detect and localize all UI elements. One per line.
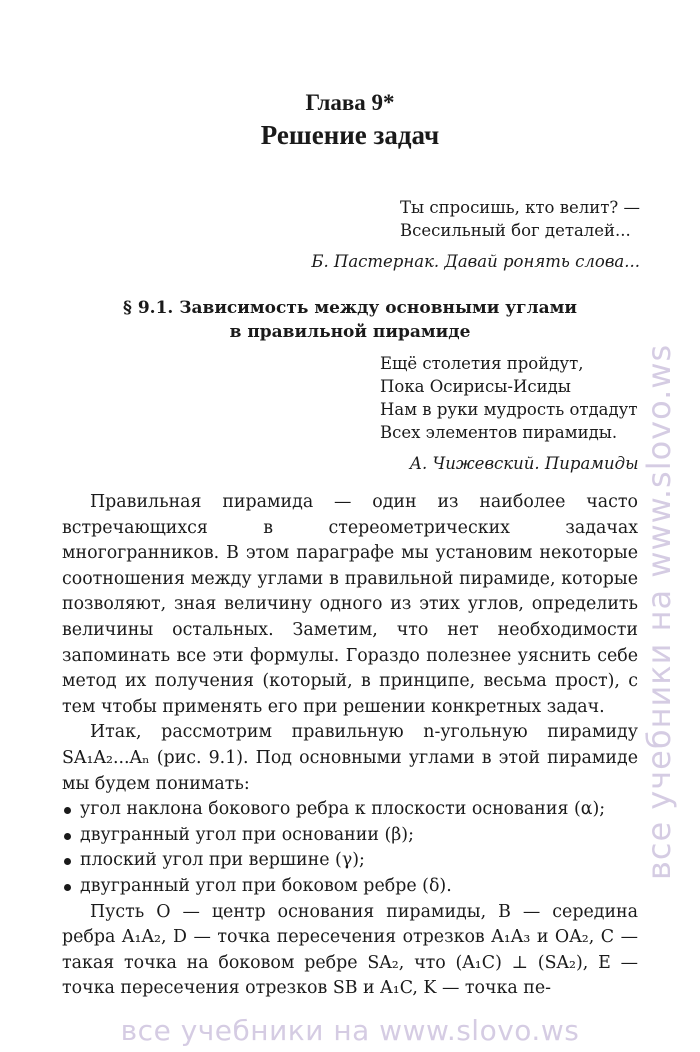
list-item-text: плоский угол при вершине (γ); [80,850,365,871]
section-title-line: § 9.1. Зависимость между основными углами [123,298,577,318]
paragraph: Правильная пирамида — один из наиболее часто встречающихся в стереометрических задачах многогранников. В этом параграфе мы установим некоторые соотношения между углами в правильной пирамиде, которые позволяют, зная величину одного из этих углов, определить величины остальных. Заметим, что нет необходимости запоминать все эти формулы. Гораздо полезнее уяснить себе метод их получения (который, в принципе, весьма прост), с тем чтобы применять его при решении конкретных задач. [62,492,638,717]
epigraph-line: Нам в руки мудрость отдадут [380,400,638,419]
list-item-text: угол наклона бокового ребра к плоскости основания (α); [80,799,606,820]
epigraph-line: Пока Осирисы-Исиды [380,377,571,396]
bottom-watermark: все учебники на www.slovo.ws [120,1014,580,1047]
bullet-icon [64,833,71,840]
body-text [62,490,638,1002]
section-heading [0,296,700,344]
bullet-icon [64,858,71,865]
list-item-text: двугранный угол при основании (β); [80,824,414,845]
epigraph-line: Всесильный бог деталей... [399,221,631,240]
bullet-icon [64,807,71,814]
epigraph-author: А. Чижевский. Пирамиды [409,454,639,473]
angle-list [62,797,638,899]
epigraph-line: Ещё столетия пройдут, [380,354,584,373]
bullet-icon [64,884,71,891]
list-item [62,797,638,823]
side-watermark: все учебники на www.slovo.ws [640,343,678,880]
epigraph-verse [400,196,640,242]
epigraph-author: Б. Пастернак. Давай ронять слова... [311,252,640,271]
list-item [62,848,638,874]
epigraph-pasternak [311,196,640,273]
chapter-title: Решение задач [260,120,440,150]
paragraph: Итак, рассмотрим правильную n-угольную пирамиду SA₁A₂...Aₙ (рис. 9.1). Под основными углами в этой пирамиде мы будем понимать: [62,722,638,794]
list-item-text: двугранный угол при боковом ребре (δ). [80,875,452,896]
epigraph-line: Ты спросишь, кто велит? — [399,198,640,217]
paragraph: Пусть O — центр основания пирамиды, B — середина ребра A₁A₂, D — точка пересечения отрезков A₁A₃ и OA₂, C — такая точка на боковом ребре SA₂, что (A₁C) ⊥ (SA₂), E — точка пересечения отрезков SB и A₁C, K — точка пе- [62,901,638,999]
list-item [62,823,638,849]
chapter-number: Глава 9* [305,90,395,115]
section-title-line: в правильной пирамиде [229,322,471,342]
epigraph-chizhevsky [380,352,638,475]
list-item [62,874,638,900]
epigraph-line: Всех элементов пирамиды. [380,423,618,442]
